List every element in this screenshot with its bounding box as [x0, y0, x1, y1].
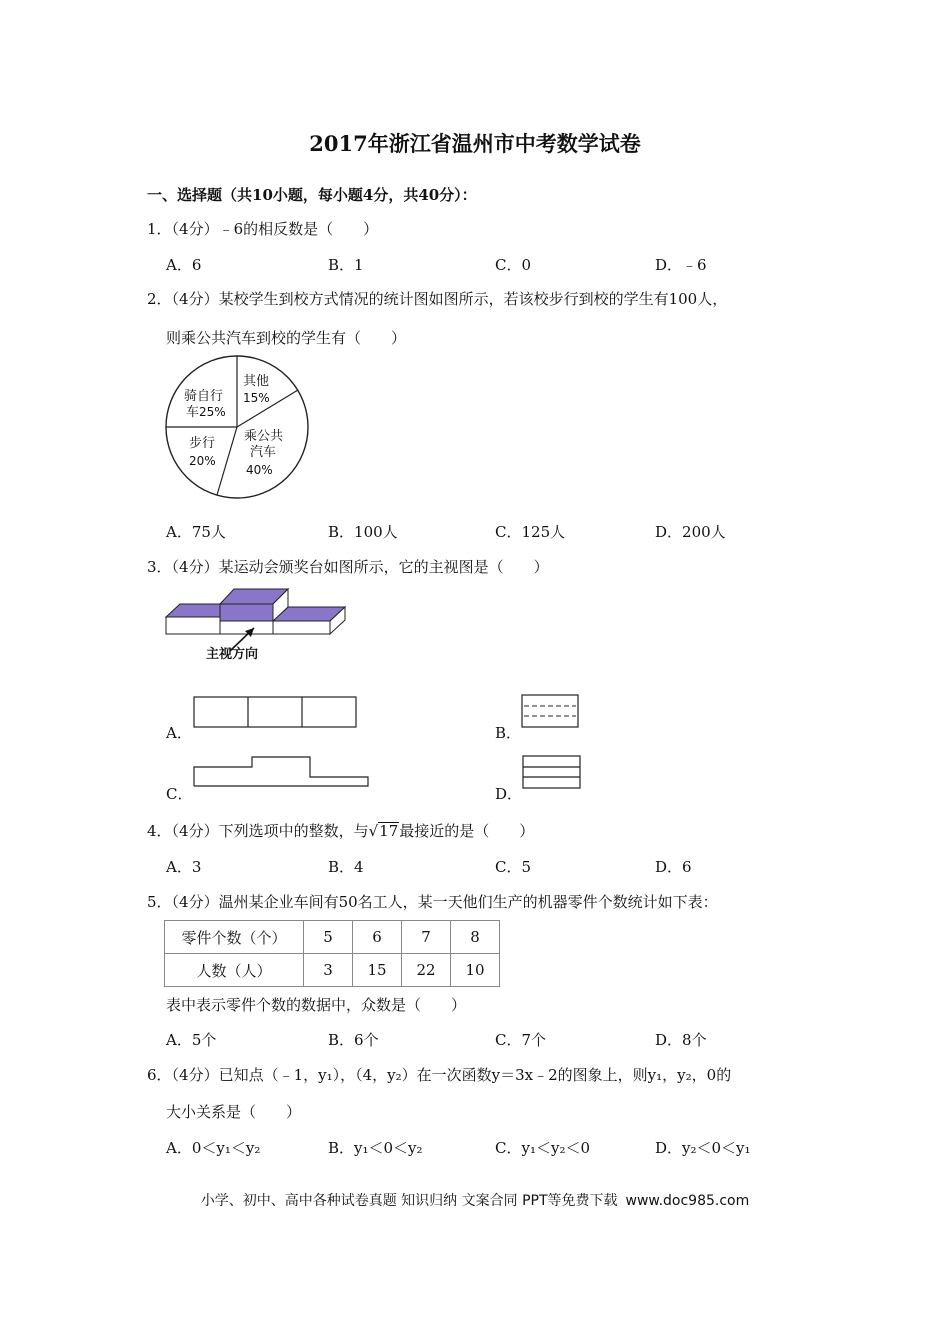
q3-figure-a [192, 695, 360, 729]
arrow-label: 主视方向 [206, 647, 259, 662]
q5-option-c: C．7个 [495, 1031, 547, 1049]
pie-label-bus-line2: 汽车 [250, 445, 277, 460]
q6-option-a: A．0＜y₁＜y₂ [166, 1139, 261, 1157]
table-row [165, 954, 500, 987]
q1-option-d: D．﹣6 [655, 256, 707, 274]
q2-option-c: C．125人 [495, 523, 566, 541]
q3-figure-c [192, 755, 372, 789]
section-heading: 一、选择题（共10小题，每小题4分，共40分）： [147, 186, 477, 204]
table-cell: 8 [451, 921, 500, 954]
question-3-stem: 3．（4分）某运动会颁奖台如图所示，它的主视图是（ ） [147, 558, 549, 576]
question-6-stem-line2: 大小关系是（ ） [166, 1103, 302, 1121]
table-cell: 5 [304, 921, 353, 954]
question-5-stem2: 表中表示零件个数的数据中，众数是（ ） [166, 996, 467, 1014]
q2-option-a: A．75人 [166, 523, 226, 541]
table-header-cell: 人数（人） [165, 954, 304, 987]
pie-divider-bus [217, 427, 237, 495]
question-2-stem-line1: 2．（4分）某校学生到校方式情况的统计图如图所示，若该校步行到校的学生有100人， [147, 290, 728, 308]
q4-stem-post: 最接近的是（ ） [399, 822, 535, 840]
q4-option-c: C．5 [495, 858, 532, 876]
q6-option-b: B．y₁＜0＜y₂ [328, 1139, 423, 1157]
table-cell: 22 [402, 954, 451, 987]
table-cell: 10 [451, 954, 500, 987]
question-2-stem-line2: 则乘公共汽车到校的学生有（ ） [166, 329, 407, 347]
page-title: 2017年浙江省温州市中考数学试卷 [309, 131, 641, 156]
question-6-stem-line1: 6．（4分）已知点（﹣1，y₁），（4，y₂）在一次函数y＝3x﹣2的图象上，则y₁，y₂，0的 [147, 1066, 732, 1084]
q4-radicand: 17 [379, 822, 399, 840]
page-footer [0, 1190, 950, 1210]
q1-option-c: C．0 [495, 256, 532, 274]
q4-option-d: D．6 [655, 858, 692, 876]
pie-pct-other: 15% [243, 391, 270, 405]
q5-data-table [164, 920, 500, 987]
q3-figure-d [520, 754, 584, 790]
pie-label-bike-line1: 骑自行 [184, 389, 224, 404]
pie-label-other: 其他 [243, 374, 270, 389]
q2-option-d: D．200人 [655, 523, 726, 541]
sqrt-symbol: √ [368, 822, 379, 840]
q4-option-a: A．3 [166, 858, 202, 876]
podium-figure [160, 583, 355, 668]
pie-chart [160, 355, 320, 505]
footer-url[interactable]: www.doc985.com [625, 1193, 750, 1209]
q5-option-d: D．8个 [655, 1031, 707, 1049]
q3-figure-b [520, 693, 582, 729]
table-cell: 6 [353, 921, 402, 954]
q2-option-b: B．100人 [328, 523, 398, 541]
q3-option-d: D． [495, 785, 523, 803]
q1-option-a: A．6 [166, 256, 202, 274]
footer-text: 小学、初中、高中各种试卷真题 知识归纳 文案合同 PPT等免费下载 [200, 1193, 618, 1209]
q3-option-c: C． [166, 785, 193, 803]
pie-pct-walk: 20% [189, 454, 216, 468]
pie-pct-bus: 40% [246, 463, 273, 477]
pie-label-bike-line2 [186, 405, 226, 420]
pie-label-bike-char: 车 [186, 405, 200, 420]
q6-option-c: C．y₁＜y₂＜0 [495, 1139, 590, 1157]
pie-label-walk: 步行 [189, 436, 216, 451]
table-cell: 15 [353, 954, 402, 987]
question-5-stem: 5．（4分）温州某企业车间有50名工人，某一天他们生产的机器零件个数统计如下表： [147, 893, 718, 911]
table-row [165, 921, 500, 954]
question-4-stem [147, 820, 534, 841]
q1-option-b: B．1 [328, 256, 364, 274]
q4-option-b: B．4 [328, 858, 364, 876]
pie-pct-bike: 25% [199, 405, 226, 419]
question-1-stem: 1．（4分）﹣6的相反数是（ ） [147, 220, 379, 238]
table-header-cell: 零件个数（个） [165, 921, 304, 954]
q6-option-d: D．y₂＜0＜y₁ [655, 1139, 751, 1157]
table-cell: 7 [402, 921, 451, 954]
q3-option-b: B． [495, 724, 522, 742]
pie-label-bus-line1: 乘公共 [244, 429, 284, 444]
q5-option-b: B．6个 [328, 1031, 379, 1049]
table-cell: 3 [304, 954, 353, 987]
q3-option-a: A． [166, 724, 192, 742]
q4-stem-pre: 4．（4分）下列选项中的整数，与 [147, 822, 369, 840]
q5-option-a: A．5个 [166, 1031, 217, 1049]
